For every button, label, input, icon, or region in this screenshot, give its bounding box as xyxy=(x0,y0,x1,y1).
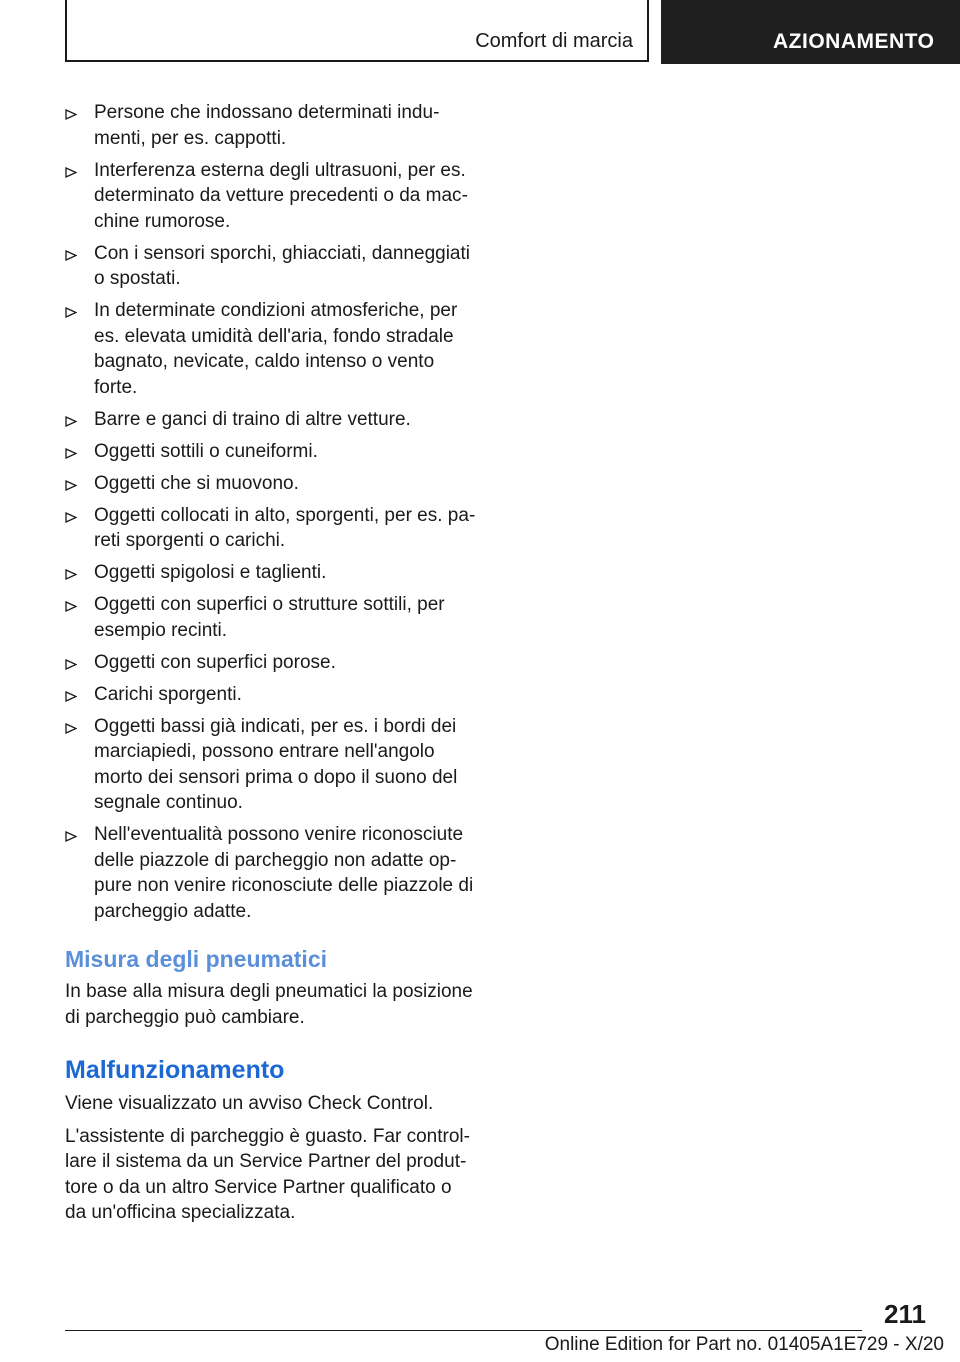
list-item xyxy=(65,560,477,586)
footer-divider xyxy=(65,1330,862,1331)
limitations-list xyxy=(65,100,477,924)
tire-size-heading: Misura degli pneumatici xyxy=(65,946,327,972)
triangle-bullet-icon xyxy=(65,307,77,318)
list-item xyxy=(65,592,477,643)
triangle-bullet-icon xyxy=(65,480,77,491)
list-item-text: Oggetti bassi già indicati, per es. i bordi dei marciapiedi, possono entrare nell'angolo morto dei sensori prima o dopo il suono del segnale continuo. xyxy=(94,715,458,813)
list-item-text: Oggetti spigolosi e taglienti. xyxy=(94,562,327,583)
list-item xyxy=(65,298,477,400)
list-item-text: Carichi sporgenti. xyxy=(94,683,242,705)
list-item-text: Nell'eventualità possono venire riconosciute delle piazzole di parcheggio non adatte oppure non venire riconosciute delle piazzole di parcheggio adatte. xyxy=(94,824,474,922)
header-section-title: Comfort di marcia xyxy=(475,30,633,52)
triangle-bullet-icon xyxy=(65,416,77,427)
malfunction-heading: Malfunzionamento xyxy=(65,1056,285,1084)
list-item-text: Persone che indossano determinati indumenti, per es. cappotti. xyxy=(94,102,440,149)
malfunction-text-1: Viene visualizzato un avviso Check Control. xyxy=(65,1093,434,1114)
list-item-text: Interferenza esterna degli ultrasuoni, per es. determinato da vetture precedenti o da macchine rumorose. xyxy=(94,159,468,232)
list-item xyxy=(65,822,477,924)
list-item-text: Oggetti con superfici o strutture sottili, per esempio recinti. xyxy=(94,594,445,641)
list-item xyxy=(65,241,477,292)
page-header xyxy=(0,0,960,66)
page-number: 211 xyxy=(884,1299,926,1329)
list-item-text: Oggetti con superfici porose. xyxy=(94,651,336,673)
malfunction-text-2: L'assistente di parcheggio è guasto. Far controllare il sistema da un Service Partner del produttore o da un altro Service Partner qualificato o da un'officina specializzata. xyxy=(65,1125,470,1223)
header-chapter-title: AZIONAMENTO xyxy=(773,30,935,53)
list-item xyxy=(65,682,477,708)
list-item xyxy=(65,714,477,816)
triangle-bullet-icon xyxy=(65,167,77,178)
list-item xyxy=(65,100,477,151)
triangle-bullet-icon xyxy=(65,512,77,523)
triangle-bullet-icon xyxy=(65,448,77,459)
triangle-bullet-icon xyxy=(65,691,77,702)
list-item-text: Oggetti che si muovono. xyxy=(94,472,299,494)
triangle-bullet-icon xyxy=(65,569,77,580)
triangle-bullet-icon xyxy=(65,250,77,261)
triangle-bullet-icon xyxy=(65,659,77,670)
list-item-text: Oggetti sottili o cuneiformi. xyxy=(94,440,318,462)
list-item xyxy=(65,158,477,235)
edition-text: Online Edition for Part no. 01405A1E729 - X/20 xyxy=(544,1334,944,1355)
triangle-bullet-icon xyxy=(65,831,77,842)
list-item-text: In determinate condizioni atmosferiche, per es. elevata umidità dell'aria, fondo stradale bagnato, nevicate, caldo intenso o vento forte. xyxy=(94,300,458,398)
list-item xyxy=(65,471,477,497)
triangle-bullet-icon xyxy=(65,723,77,734)
triangle-bullet-icon xyxy=(65,601,77,612)
list-item xyxy=(65,407,477,433)
header-chapter-tab xyxy=(661,0,960,64)
list-item xyxy=(65,439,477,465)
list-item-text: Barre e ganci di traino di altre vetture. xyxy=(94,408,411,430)
main-content xyxy=(65,100,477,1233)
header-section-tab xyxy=(65,0,649,62)
tire-size-text: In base alla misura degli pneumatici la posizione di parcheggio può cambiare. xyxy=(65,981,473,1028)
list-item-text: Oggetti collocati in alto, sporgenti, per es. pareti sporgenti o carichi. xyxy=(94,504,476,551)
list-item xyxy=(65,650,477,676)
triangle-bullet-icon xyxy=(65,109,77,120)
list-item-text: Con i sensori sporchi, ghiacciati, danneggiati o spostati. xyxy=(94,242,470,289)
list-item xyxy=(65,503,477,554)
